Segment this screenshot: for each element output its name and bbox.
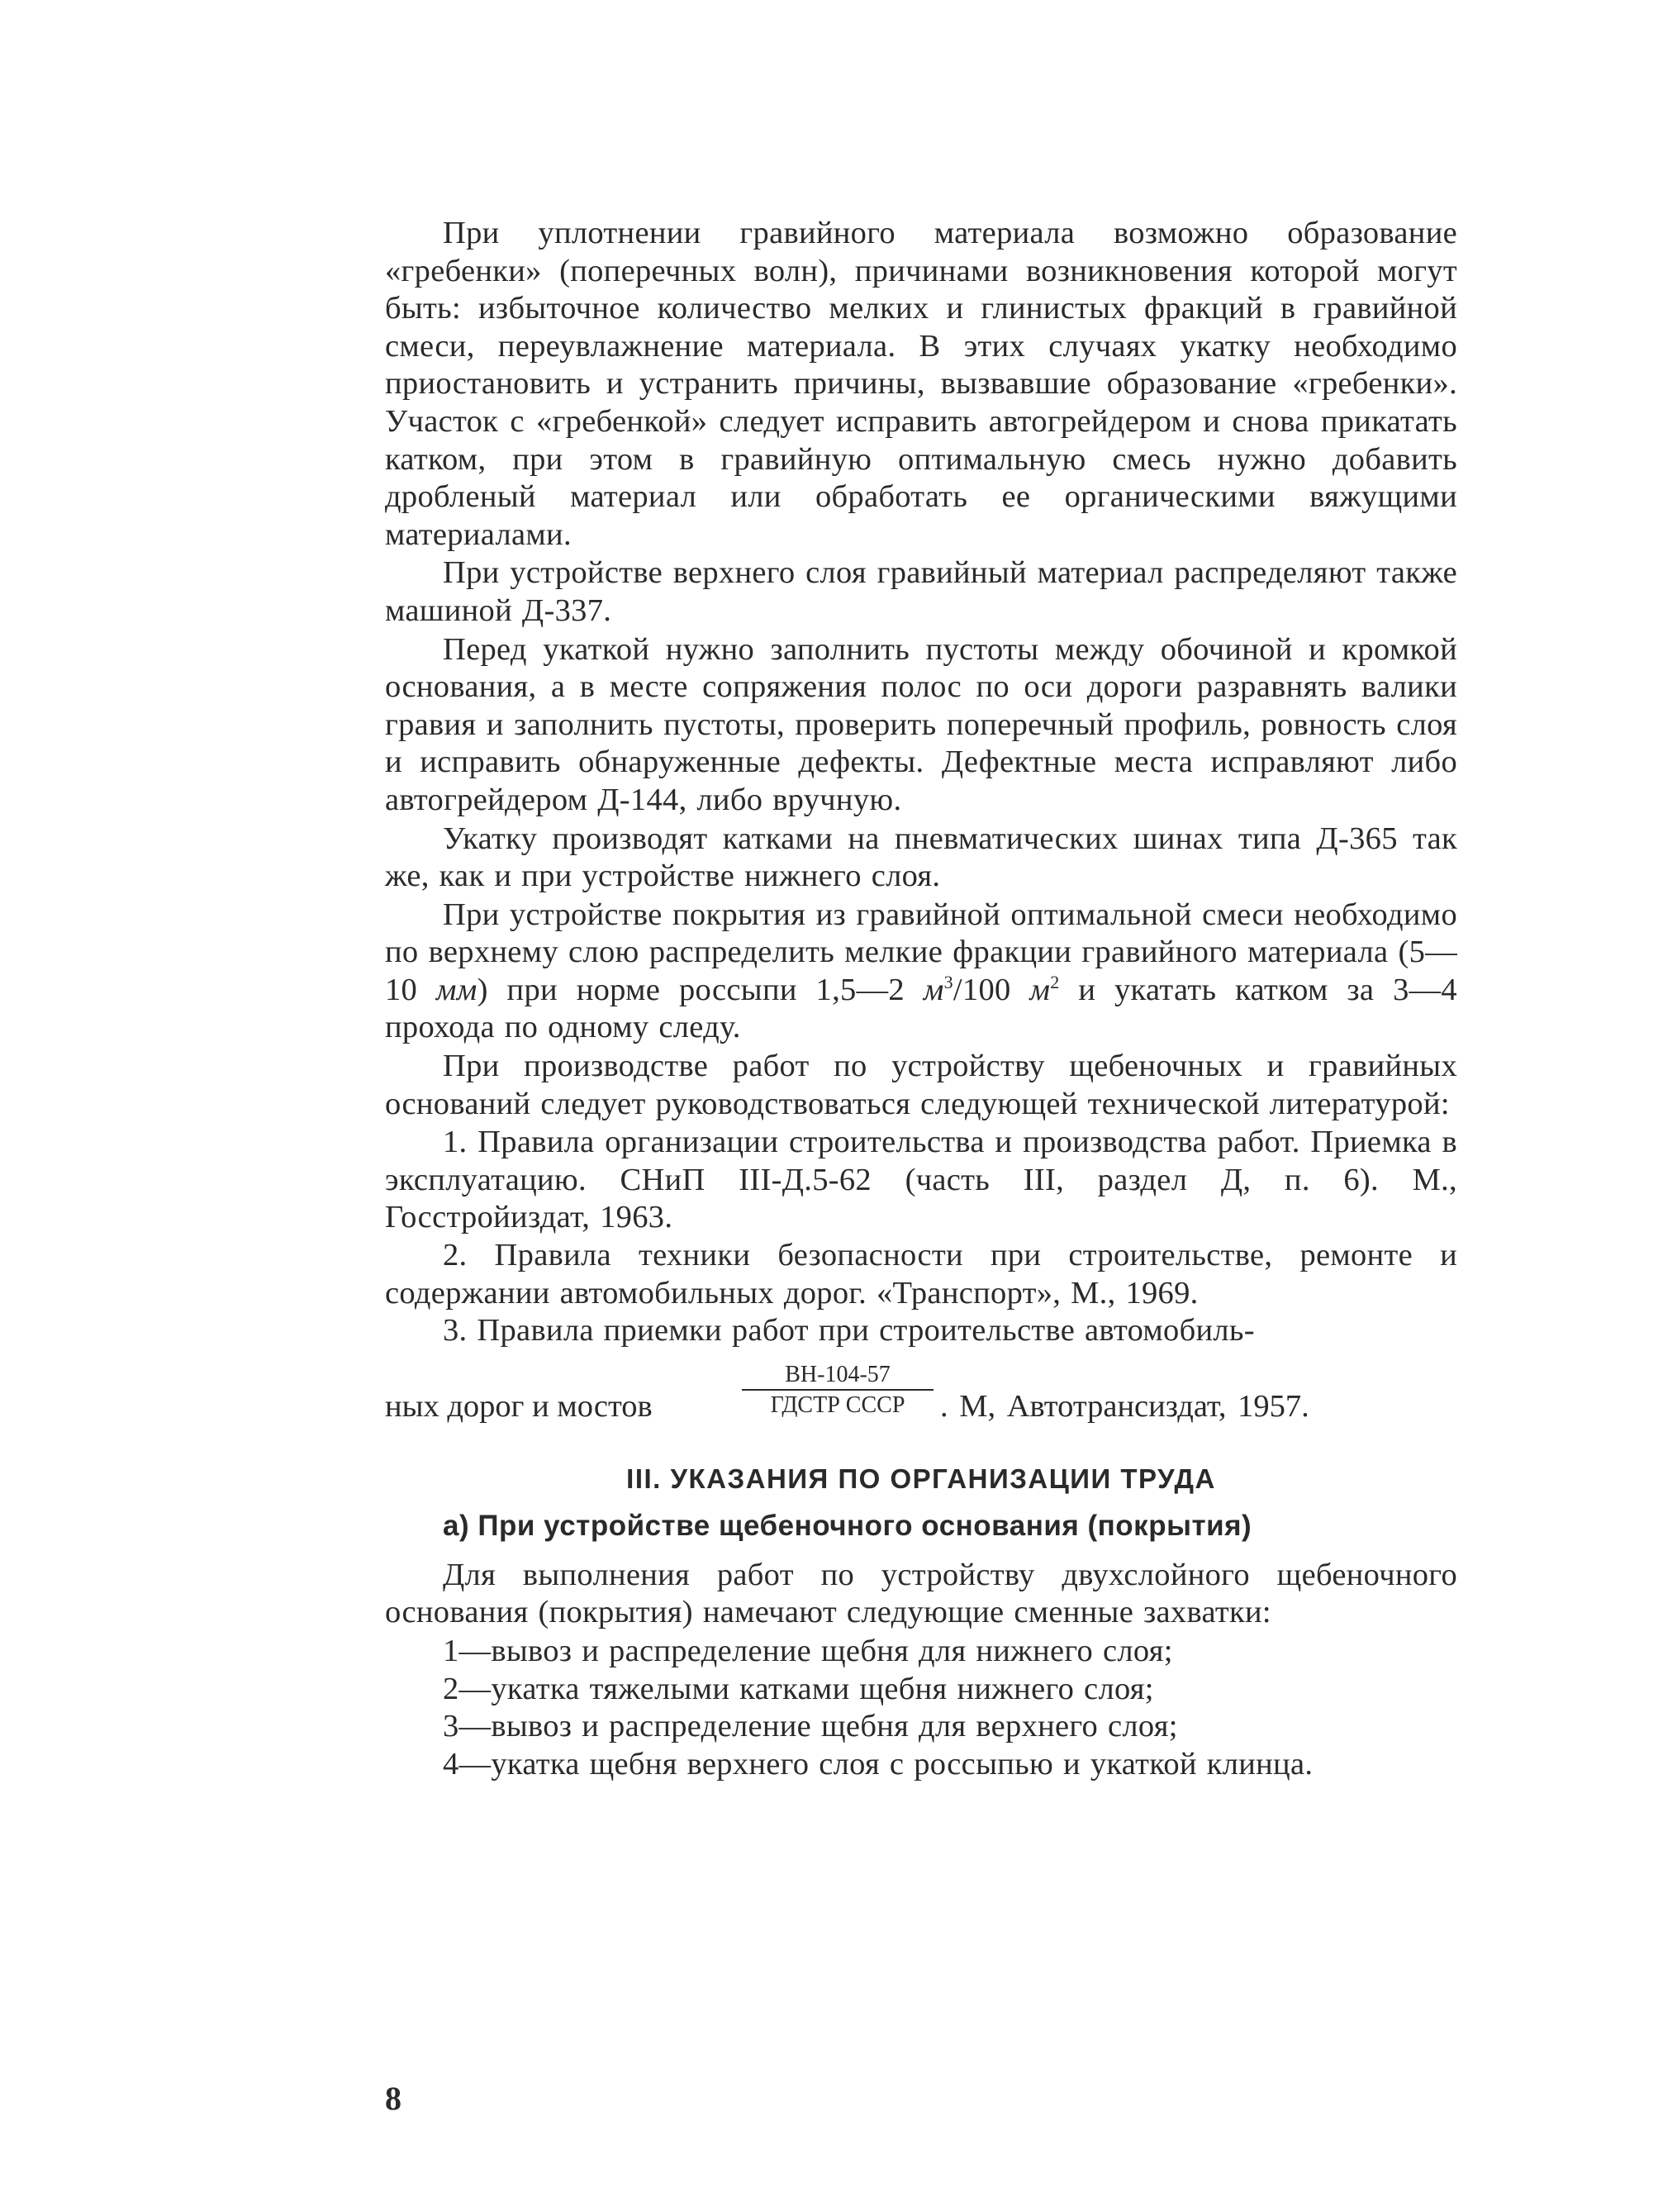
stage-item-2: 2—укатка тяжелыми катками щебня нижнего слоя; [443, 1671, 1154, 1706]
literature-item-3-line2 [385, 1350, 1457, 1426]
stage-item-3: 3—вывоз и распределение щебня для верхнего слоя; [443, 1709, 1178, 1744]
stage-item-1: 1—вывоз и распределение щебня для нижнего слоя; [443, 1634, 1173, 1668]
fraction-denominator: ГДСТР СССР [770, 1391, 905, 1418]
paragraph-rolling: Укатку производят катками на пневматических шинах типа Д-365 так же, как и при устройстве нижнего слоя. [385, 821, 1457, 894]
literature-item-3-trail: . М, Автотрансиздат, 1957. [940, 1388, 1309, 1424]
paragraph-literature-intro: При производстве работ по устройству щебеночных и гравийных оснований следует руководствоваться следующей технической литературой: [385, 1049, 1457, 1121]
fraction-numerator: ВН-104-57 [742, 1362, 934, 1391]
paragraph-grebenka: При уплотнении гравийного материала возможно образование «гребенки» (поперечных волн), причинами возникновения которой могут быть: избыточное количество мелких и глинистых фракций в гравийной смеси, переувлажнение материала. В этих случаях укатку необходимо приостановить и устранить причины, вызвавшие образование «гребенки». Участок с «гребенкой» следует исправить автогрейдером и снова прикатать катком, при этом в гравийную оптимальную смесь нужно добавить дробленый материал или обработать ее органическими вяжущими материалами. [385, 216, 1457, 552]
paragraph-before-rolling: Перед укаткой нужно заполнить пустоты между обочиной и кромкой основания, а в месте сопряжения полос по оси дороги разравнять валики гравия и заполнить пустоты, проверить поперечный профиль, ровность слоя и исправить обнаруженные дефекты. Дефектные места исправляют либо автогрейдером Д-144, либо вручную. [385, 631, 1457, 817]
norm-fraction [742, 1362, 934, 1419]
literature-item-3-line1: 3. Правила приемки работ при строительстве автомобиль- [443, 1313, 1255, 1349]
section-heading: III. УКАЗАНИЯ ПО ОРГАНИЗАЦИИ ТРУДА [626, 1463, 1216, 1494]
paragraph-upper-layer: При устройстве верхнего слоя гравийный материал распределяют также машиной Д-337. [385, 555, 1457, 628]
main-text-block [385, 215, 1457, 1783]
paragraph-optimal-mix: При устройстве покрытия из гравийной оптимальной смеси необходимо по верхнему слою распределить мелкие фракции гравийного материала (5—10 мм) при норме россыпи 1,5—2 $м^3/100$ $м^2$ и укатать катком за 3—4 прохода по одному следу. [385, 897, 1457, 1045]
literature-item-2: 2. Правила техники безопасности при строительстве, ремонте и содержании автомобильных дорог. «Транспорт», М., 1969. [385, 1238, 1457, 1311]
stage-item-4: 4—укатка щебня верхнего слоя с россыпью и укаткой клинца. [443, 1746, 1314, 1781]
subheading: а) При устройстве щебеночного основания (покрытия) [443, 1509, 1252, 1542]
paragraph-organization: Для выполнения работ по устройству двухслойного щебеночного основания (покрытия) намечают следующие сменные захватки: [385, 1557, 1457, 1630]
literature-item-1: 1. Правила организации строительства и производства работ. Приемка в эксплуатацию. СНиП III-Д.5-62 (часть III, раздел Д, п. 6). М., Госстройиздат, 1963. [385, 1125, 1457, 1235]
literature-item-3-lead: ных дорог и мостов [385, 1388, 653, 1424]
page-number: 8 [385, 2080, 401, 2117]
